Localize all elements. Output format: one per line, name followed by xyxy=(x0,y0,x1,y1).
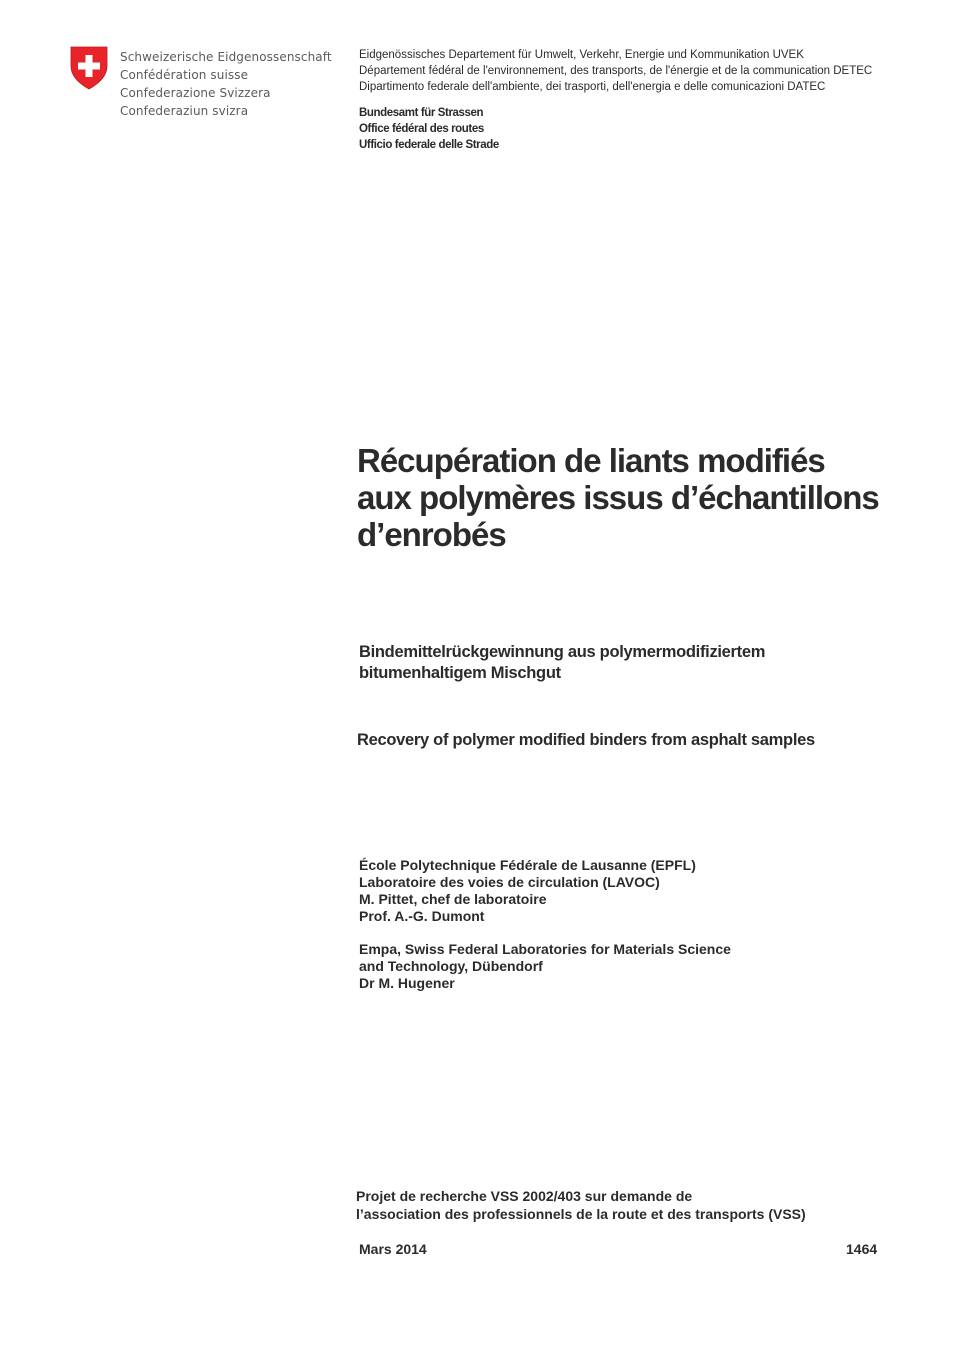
author-line: Laboratoire des voies de circulation (LAVOC) xyxy=(359,874,660,890)
author-line: Prof. A.-G. Dumont xyxy=(359,908,485,924)
author-line: Empa, Swiss Federal Laboratories for Materials Science xyxy=(359,941,731,957)
confederation-name-de: Schweizerische Eidgenossenschaft xyxy=(120,50,332,64)
subtitle-german-line-1: Bindemittelrückgewinnung aus polymermodifiziertem xyxy=(359,643,766,661)
report-title-line-3: d’enrobés xyxy=(357,516,506,553)
authors-empa xyxy=(359,941,919,992)
report-number: 1464 xyxy=(846,1241,878,1257)
confederation-name-fr: Confédération suisse xyxy=(120,68,249,82)
author-line: Dr M. Hugener xyxy=(359,975,455,991)
project-line: l’association des professionnels de la route et des transports (VSS) xyxy=(356,1206,806,1222)
author-line: M. Pittet, chef de laboratoire xyxy=(359,891,547,907)
authors-epfl xyxy=(359,857,919,925)
author-line: École Polytechnique Fédérale de Lausanne (EPFL) xyxy=(359,857,696,873)
department-fr: Département fédéral de l'environnement, des transports, de l'énergie et de la communication DETEC xyxy=(359,65,873,77)
confederation-name-it: Confederazione Svizzera xyxy=(120,86,271,100)
report-title-line-1: Récupération de liants modifiés xyxy=(357,442,825,479)
department-de: Eidgenössisches Departement für Umwelt, Verkehr, Energie und Kommunikation UVEK xyxy=(359,49,804,61)
author-line: and Technology, Dübendorf xyxy=(359,958,543,974)
office-de: Bundesamt für Strassen xyxy=(359,107,484,119)
department-it: Dipartimento federale dell'ambiente, dei trasporti, dell'energia e delle comunicazioni DATEC xyxy=(359,81,826,93)
subtitle-german xyxy=(359,642,919,684)
subtitle-german-line-2: bitumenhaltigem Mischgut xyxy=(359,664,561,682)
swiss-shield-icon xyxy=(70,46,108,90)
report-title xyxy=(357,442,917,553)
department-block xyxy=(359,47,919,95)
project-line: Projet de recherche VSS 2002/403 sur demande de xyxy=(356,1188,693,1204)
publication-date: Mars 2014 xyxy=(359,1241,427,1257)
report-title-line-2: aux polymères issus d’échantillons xyxy=(357,479,879,516)
office-it: Ufficio federale delle Strade xyxy=(359,139,499,151)
swiss-confederation-logo xyxy=(70,46,360,126)
confederation-name-rm: Confederaziun svizra xyxy=(120,104,249,118)
office-fr: Office fédéral des routes xyxy=(359,123,484,135)
office-block xyxy=(359,105,659,153)
subtitle-english: Recovery of polymer modified binders from asphalt samples xyxy=(357,731,815,749)
confederation-names xyxy=(120,48,360,120)
project-info xyxy=(356,1187,916,1223)
